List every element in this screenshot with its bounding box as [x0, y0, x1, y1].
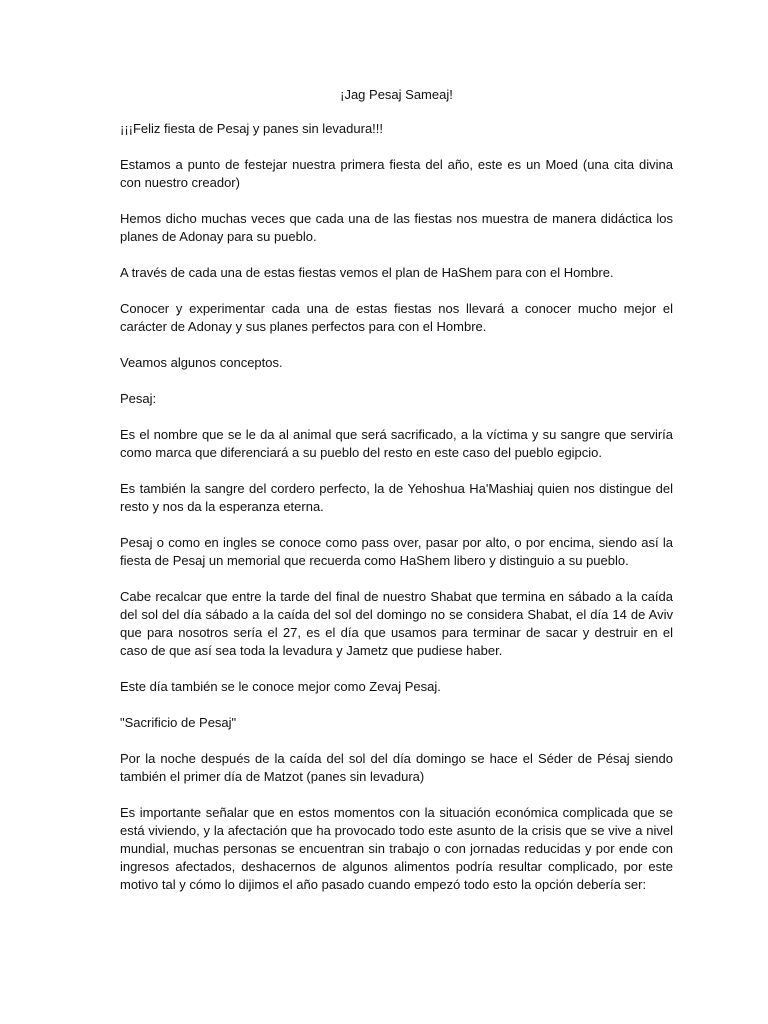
paragraph-greeting: ¡¡¡Feliz fiesta de Pesaj y panes sin levadura!!! — [120, 121, 384, 136]
paragraph: Es importante señalar que en estos momentos con la situación económica complicada que se está viviendo, y la afectación que ha provocado todo este asunto de la crisis que se vive a nivel mundial, muchas personas se encuentran sin trabajo o con jornadas reducidas y por ende con ingresos afectados, deshacernos de algunos alimentos podría resultar complicado, por este motivo tal y cómo lo dijimos el año pasado cuando empezó todo esto la opción debería ser: — [120, 805, 673, 892]
document-title: ¡Jag Pesaj Sameaj! — [340, 87, 453, 102]
quoted-phrase: "Sacrificio de Pesaj" — [120, 715, 237, 730]
paragraph: A través de cada una de estas fiestas vemos el plan de HaShem para con el Hombre. — [120, 265, 614, 280]
paragraph: Por la noche después de la caída del sol del día domingo se hace el Séder de Pésaj siendo también el primer día de Matzot (panes sin levadura) — [120, 751, 673, 784]
section-heading-pesaj: Pesaj: — [120, 391, 157, 406]
paragraph: Hemos dicho muchas veces que cada una de las fiestas nos muestra de manera didáctica los planes de Adonay para su pueblo. — [120, 211, 673, 244]
paragraph: Este día también se le conoce mejor como Zevaj Pesaj. — [120, 679, 441, 694]
paragraph: Es el nombre que se le da al animal que será sacrificado, a la víctima y su sangre que serviría como marca que diferenciará a su pueblo del resto en este caso del pueblo egipcio. — [120, 427, 673, 460]
paragraph: Estamos a punto de festejar nuestra primera fiesta del año, este es un Moed (una cita divina con nuestro creador) — [120, 157, 673, 190]
paragraph: Cabe recalcar que entre la tarde del final de nuestro Shabat que termina en sábado a la caída del sol del día sábado a la caída del sol del domingo no se considera Shabat, el día 14 de Aviv que para nosotros sería el 27, es el día que usamos para terminar de sacar y destruir en el caso de que así sea toda la levadura y Jametz que pudiese haber. — [120, 589, 673, 658]
paragraph: Pesaj o como en ingles se conoce como pass over, pasar por alto, o por encima, siendo así la fiesta de Pesaj un memorial que recuerda como HaShem libero y distinguio a su pueblo. — [120, 535, 673, 568]
document-body — [120, 86, 673, 912]
paragraph: Es también la sangre del cordero perfecto, la de Yehoshua Ha'Mashiaj quien nos distingue del resto y nos da la esperanza eterna. — [120, 481, 673, 514]
paragraph: Conocer y experimentar cada una de estas fiestas nos llevará a conocer mucho mejor el carácter de Adonay y sus planes perfectos para con el Hombre. — [120, 301, 673, 334]
paragraph: Veamos algunos conceptos. — [120, 355, 283, 370]
